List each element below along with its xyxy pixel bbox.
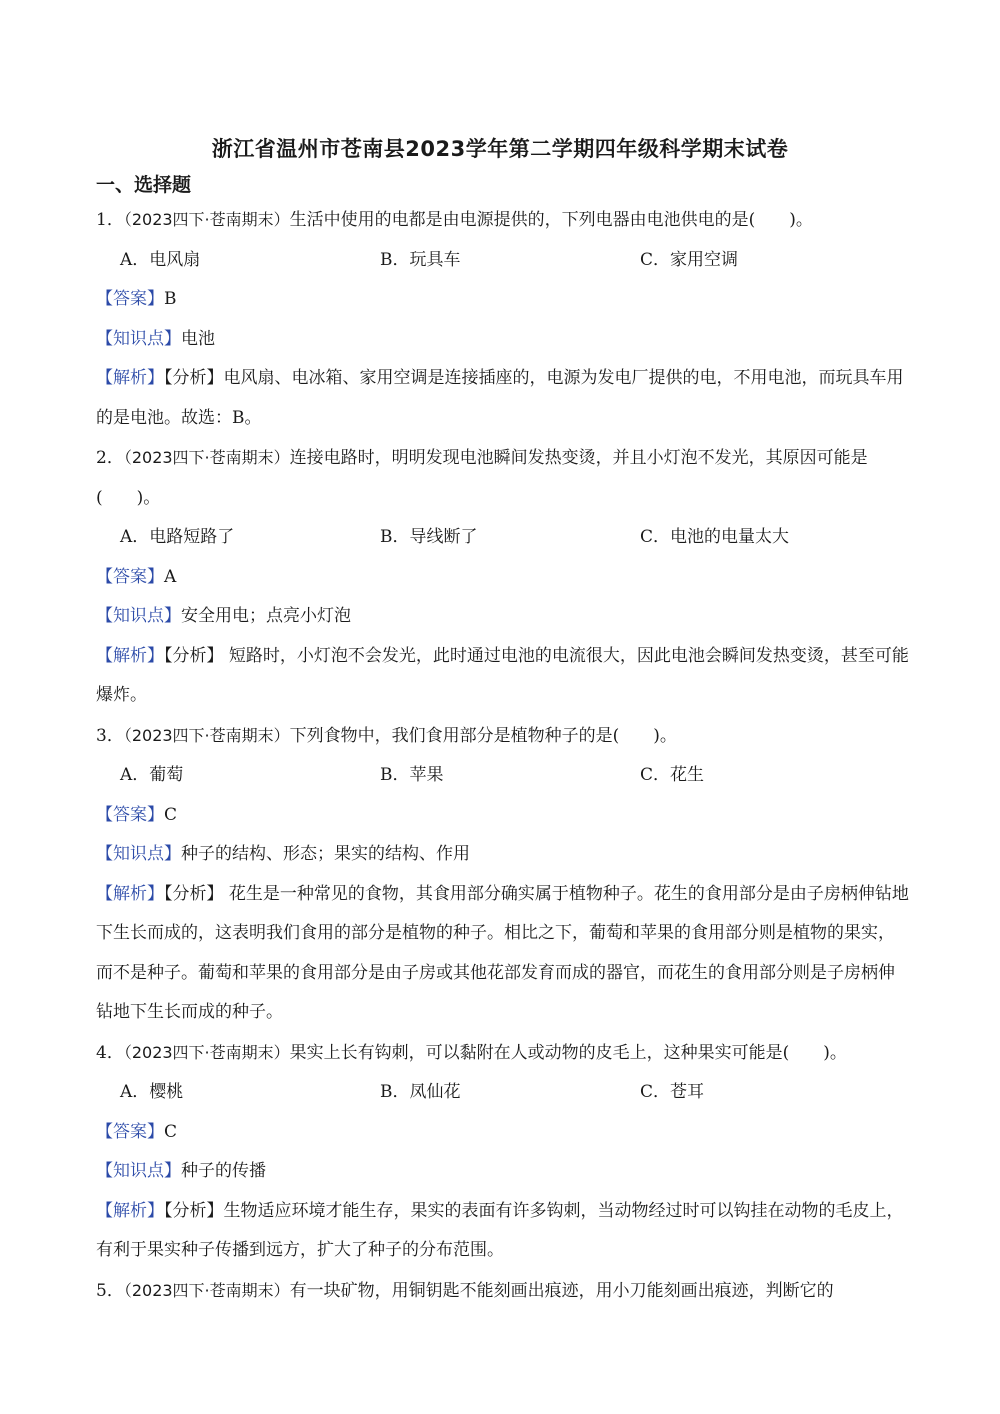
knowledge-tag: 【知识点】 bbox=[96, 1161, 181, 1181]
option-a[interactable]: A．葡萄 bbox=[120, 765, 184, 785]
answer-line bbox=[96, 558, 911, 598]
question-source: （2023四下·苍南期末） bbox=[123, 1280, 290, 1300]
knowledge-value: 电池 bbox=[181, 328, 215, 349]
analysis-line bbox=[96, 1192, 911, 1271]
section-heading: 一、选择题 bbox=[96, 174, 192, 196]
question-text: 生活中使用的电都是由电源提供的，下列电器由电池供电的是( )。 bbox=[289, 210, 813, 230]
option-row bbox=[96, 518, 911, 558]
question-stem bbox=[96, 716, 911, 757]
question-number: 1． bbox=[96, 210, 124, 230]
option-row bbox=[96, 241, 911, 281]
question-source: （2023四下·苍南期末） bbox=[123, 725, 290, 745]
option-c[interactable]: C．苍耳 bbox=[640, 1082, 705, 1102]
question-source: （2023四下·苍南期末） bbox=[123, 1042, 290, 1062]
fenxi-tag: 【分析】 bbox=[164, 645, 224, 666]
question-2 bbox=[96, 438, 911, 716]
page-title: 浙江省温州市苍南县2023学年第二学期四年级科学期末试卷 bbox=[211, 137, 789, 161]
question-stem bbox=[96, 1271, 911, 1312]
option-a[interactable]: A．樱桃 bbox=[120, 1082, 184, 1102]
knowledge-line bbox=[96, 835, 911, 875]
answer-tag: 【答案】 bbox=[96, 804, 164, 825]
answer-value: B bbox=[164, 289, 177, 309]
option-a[interactable]: A．电风扇 bbox=[120, 249, 201, 270]
analysis-line bbox=[96, 359, 911, 438]
analysis-value: 电风扇、电冰箱、家用空调是连接插座的，电源为发电厂提供的电，不用电池，而玩具车用的是电池。故选：B。 bbox=[96, 368, 904, 428]
option-b[interactable]: B．玩具车 bbox=[380, 249, 461, 270]
knowledge-value: 安全用电；点亮小灯泡 bbox=[181, 606, 351, 626]
knowledge-tag: 【知识点】 bbox=[96, 328, 181, 349]
analysis-tag: 【解析】 bbox=[96, 645, 164, 666]
question-text: 连接电路时，明明发现电池瞬间发热变烫，并且小灯泡不发光，其原因可能是( )。 bbox=[96, 448, 868, 508]
analysis-tag: 【解析】 bbox=[96, 368, 164, 388]
option-row bbox=[96, 1073, 911, 1113]
answer-tag: 【答案】 bbox=[96, 566, 164, 587]
answer-tag: 【答案】 bbox=[96, 289, 164, 309]
question-stem bbox=[96, 200, 911, 241]
knowledge-line bbox=[96, 320, 911, 360]
answer-value: A bbox=[164, 566, 177, 587]
question-number: 3． bbox=[96, 725, 124, 746]
option-b[interactable]: B．苹果 bbox=[380, 765, 444, 785]
option-c[interactable]: C．家用空调 bbox=[640, 249, 739, 270]
question-source: （2023四下·苍南期末） bbox=[123, 210, 290, 229]
option-b[interactable]: B．凤仙花 bbox=[380, 1082, 461, 1102]
question-number: 2． bbox=[96, 448, 124, 468]
question-stem bbox=[96, 438, 911, 518]
answer-tag: 【答案】 bbox=[96, 1121, 164, 1142]
knowledge-value: 种子的结构、形态；果实的结构、作用 bbox=[181, 844, 470, 864]
answer-value: C bbox=[164, 1121, 178, 1142]
question-source: （2023四下·苍南期末） bbox=[123, 448, 290, 467]
fenxi-tag: 【分析】 bbox=[164, 1200, 224, 1221]
analysis-tag: 【解析】 bbox=[96, 1200, 164, 1221]
question-5 bbox=[96, 1271, 911, 1312]
question-text: 有一块矿物，用铜钥匙不能刻画出痕迹，用小刀能刻画出痕迹，判断它的 bbox=[289, 1280, 834, 1301]
knowledge-tag: 【知识点】 bbox=[96, 606, 181, 626]
question-number: 4． bbox=[96, 1042, 124, 1063]
option-a[interactable]: A．电路短路了 bbox=[120, 527, 235, 547]
analysis-line bbox=[96, 637, 911, 716]
knowledge-value: 种子的传播 bbox=[181, 1161, 266, 1181]
option-row bbox=[96, 756, 911, 796]
answer-line bbox=[96, 280, 911, 320]
option-b[interactable]: B．导线断了 bbox=[380, 527, 478, 547]
question-text: 下列食物中，我们食用部分是植物种子的是( )。 bbox=[289, 725, 677, 746]
question-4 bbox=[96, 1033, 911, 1271]
knowledge-line bbox=[96, 597, 911, 637]
knowledge-line bbox=[96, 1152, 911, 1192]
analysis-value: 短路时，小灯泡不会发光，此时通过电池的电流很大，因此电池会瞬间发热变烫，甚至可能爆炸。 bbox=[96, 645, 909, 705]
answer-value: C bbox=[164, 804, 178, 825]
question-list bbox=[96, 200, 911, 1311]
fenxi-tag: 【分析】 bbox=[164, 368, 224, 388]
knowledge-tag: 【知识点】 bbox=[96, 844, 181, 864]
question-text: 果实上长有钩刺，可以黏附在人或动物的皮毛上，这种果实可能是( )。 bbox=[289, 1042, 847, 1063]
answer-line bbox=[96, 796, 911, 836]
analysis-value: 生物适应环境才能生存，果实的表面有许多钩刺，当动物经过时可以钩挂在动物的毛皮上，有利于果实种子传播到远方，扩大了种子的分布范围。 bbox=[96, 1200, 904, 1260]
analysis-tag: 【解析】 bbox=[96, 883, 164, 904]
question-stem bbox=[96, 1033, 911, 1074]
answer-line bbox=[96, 1113, 911, 1153]
question-number: 5． bbox=[96, 1280, 124, 1301]
analysis-line bbox=[96, 875, 911, 1033]
fenxi-tag: 【分析】 bbox=[164, 883, 224, 904]
option-c[interactable]: C．电池的电量太大 bbox=[640, 527, 790, 547]
option-c[interactable]: C．花生 bbox=[640, 765, 705, 785]
question-3 bbox=[96, 716, 911, 1033]
analysis-value: 花生是一种常见的食物，其食用部分确实属于植物种子。花生的食用部分是由子房柄伸钻地下生长而成的，这表明我们食用的部分是植物的种子。相比之下，葡萄和苹果的食用部分则是植物的果实，而不是种子。葡萄和苹果的食用部分是由子房或其他花部发育而成的器官，而花生的食用部分则是子房柄伸钻地下生长而成的种子。 bbox=[96, 883, 909, 1022]
question-1 bbox=[96, 200, 911, 438]
